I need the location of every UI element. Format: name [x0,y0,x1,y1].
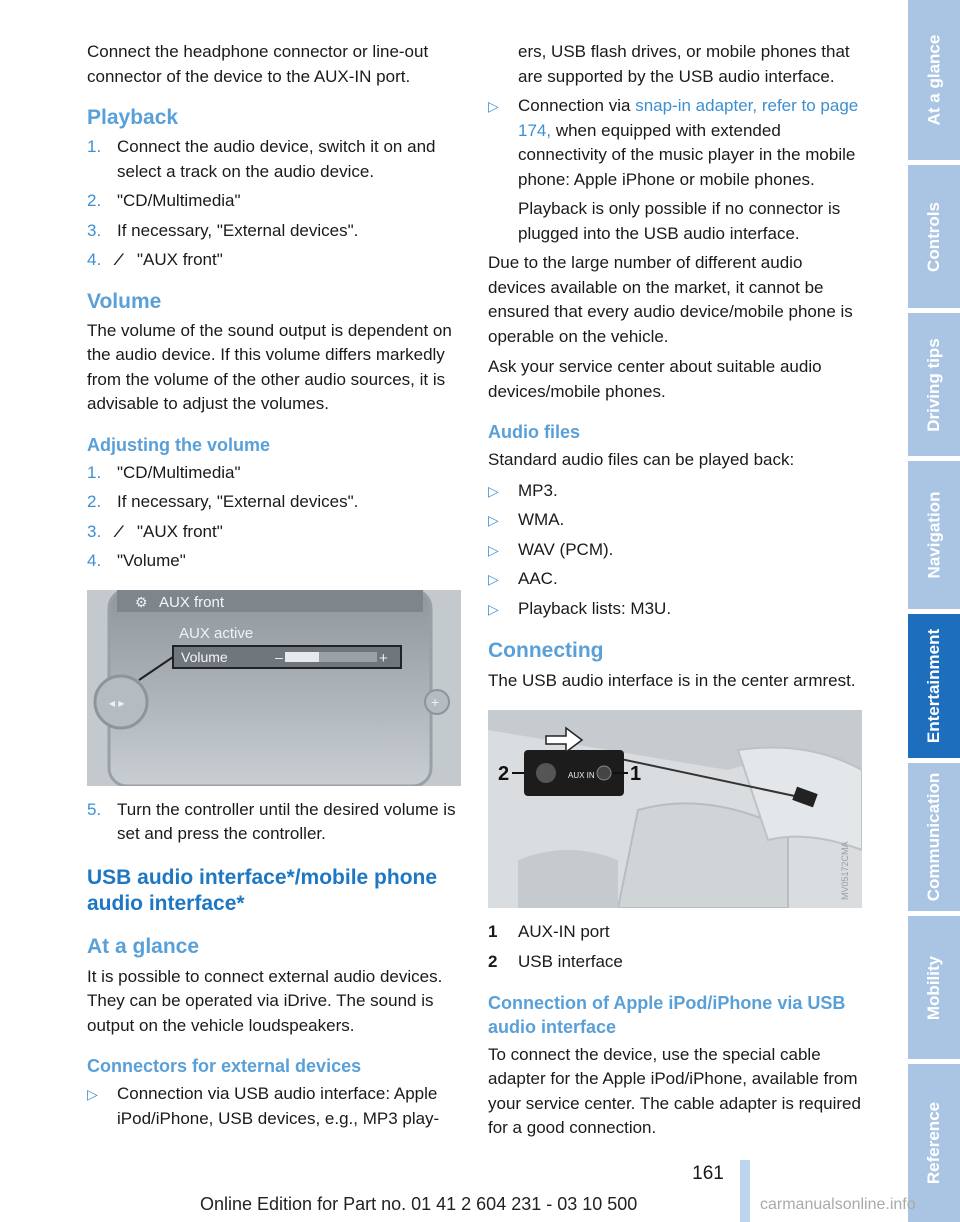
triangle-bullet-icon: ▷ [488,541,499,558]
aux-jack [597,766,611,780]
triangle-bullet-icon: ▷ [488,512,499,528]
connectors-list-continued [488,40,862,246]
photo-label-2: 2 [498,762,510,785]
callout-legend [488,920,862,975]
glance-paragraph: It is possible to connect external audio devices. They can be operated via iDrive. The sound is output on the vehicle loudspeakers. [87,966,443,1035]
list-item: ▷ Connection via USB audio interface: Apple iPod/iPhone, USB devices, e.g., MP3 play- [87,1082,461,1131]
playback-heading: Playback [87,106,179,129]
list-item: 1. "CD/Multimedia" [87,462,241,482]
footer-text: Online Edition for Part no. 01 41 2 604 231 - 03 10 500 [200,1194,638,1214]
gear-icon: ⚙ [135,593,148,610]
adjust-volume-heading: Adjusting the volume [87,434,271,455]
triangle-bullet-icon: ▷ [488,600,499,617]
intro-paragraph: Connect the headphone connector or line-out connector of the device to the AUX-IN port. [87,42,429,86]
triangle-bullet-icon: ▷ [488,571,499,587]
idrive-screen-image [87,590,461,786]
image-code: MV05172CMA [840,840,850,900]
list-item: 2. If necessary, "External devices". [87,492,359,511]
right-column [488,40,862,1147]
list-item: 2 USB interface [488,952,623,971]
apple-paragraph: To connect the device, use the special cable adapter for the Apple iPod/iPhone, available from your service center. The cable adapter is required for a good connection. [488,1044,861,1137]
list-item: 3. ⁄ "AUX front" [87,520,461,545]
list-item: ▷ MP3. [488,479,862,504]
list-item: 3. If necessary, "External devices". [87,220,359,240]
tab-at-a-glance[interactable]: At a glance [908,0,960,160]
page-number: 161 [692,1163,724,1184]
snap-in-adapter-link[interactable]: snap-in adapter, refer to page 174, [518,96,859,140]
list-item: 4. ⁄ "AUX front" [87,248,461,273]
audio-files-paragraph: Standard audio files can be played back: [488,450,795,469]
formats-list [488,479,862,622]
armrest-photo [488,710,862,908]
triangle-bullet-icon: ▷ [488,482,499,499]
market-paragraph: Due to the large number of different audio devices available on the market, it cannot be ensured that every audio device/mobile phone is operable on the vehicle. [488,253,853,346]
aux-plug-icon: ⁄ [117,250,120,269]
list-item: ▷ WAV (PCM). [488,538,862,563]
connectors-list [87,1082,461,1131]
volume-paragraph: The volume of the sound output is dependent on the audio device. If this volume differs markedly from the volume of the other audio sources, it is advisable to adjust the volumes. [87,320,452,413]
connectors-heading: Connectors for external devices [87,1056,362,1076]
port-label: AUX IN [568,770,595,780]
list-item: ▷ WMA. [488,508,862,533]
page-number-bar [740,1160,750,1222]
list-item: 1. Connect the audio device, switch it on and select a track on the audio device. [87,137,436,181]
aux-active-label: AUX active [179,624,254,642]
tab-communication[interactable]: Communication [908,763,960,911]
tab-navigation[interactable]: Navigation [908,461,960,609]
playback-steps [87,135,461,273]
list-item: 1 AUX-IN port [488,921,610,941]
aux-plug-icon: ⁄ [117,521,120,541]
photo-label-1: 1 [630,762,642,785]
list-item: 4. "Volume" [87,551,186,570]
list-item: ▷ Connection via snap-in adapter, refer to page 174, when equipped with extended connectivity of the music player in the mobile phone: Apple iPhone or mobile phones. [488,94,862,192]
arrows-icon: ◂ ▸ [109,695,125,710]
volume-bar [285,652,377,662]
tab-driving-tips[interactable]: Driving tips [908,313,960,456]
usb-interface-heading: USB audio interface*/mobile phone audio interface* [87,865,438,915]
step-five [87,798,461,847]
plus-icon: + [431,693,440,710]
screen-title: AUX front [159,593,225,611]
triangle-bullet-icon: ▷ [87,1086,98,1102]
list-item: ▷ Playback lists: M3U. [488,597,862,622]
usb-symbol-icon [536,763,556,783]
apple-connection-heading: Connection of Apple iPod/iPhone via USB audio interface [488,992,846,1037]
connecting-paragraph: The USB audio interface is in the center armrest. [488,671,856,690]
watermark: carmanualsonline.info [760,1196,916,1213]
tab-reference[interactable]: Reference [908,1064,960,1222]
audio-files-heading: Audio files [488,422,581,442]
tab-entertainment[interactable]: Entertainment [908,614,960,758]
ask-paragraph: Ask your service center about suitable audio devices/mobile phones. [488,357,822,401]
armrest-photo-svg [488,710,862,908]
volume-minus: – [275,648,283,665]
list-item: 5. Turn the controller until the desired volume is set and press the controller. [87,799,456,843]
continued-text: ers, USB flash drives, or mobile phones that are supported by the USB audio interface. [518,42,850,86]
tab-controls[interactable]: Controls [908,165,960,308]
at-a-glance-heading: At a glance [87,934,200,958]
connecting-heading: Connecting [488,639,604,662]
list-item: 2. "CD/Multimedia" [87,191,241,210]
volume-heading: Volume [87,289,162,313]
idrive-screen-svg [87,590,461,786]
volume-plus: + [379,649,388,667]
chapter-tabs [908,0,960,1222]
adjust-steps [87,461,461,574]
list-item: ▷ AAC. [488,567,862,592]
volume-label: Volume [181,648,228,665]
tab-mobility[interactable]: Mobility [908,916,960,1059]
snap-note: Playback is only possible if no connector is plugged into the USB audio interface. [518,199,841,243]
triangle-bullet-icon: ▷ [488,98,499,114]
left-column [87,40,461,1136]
